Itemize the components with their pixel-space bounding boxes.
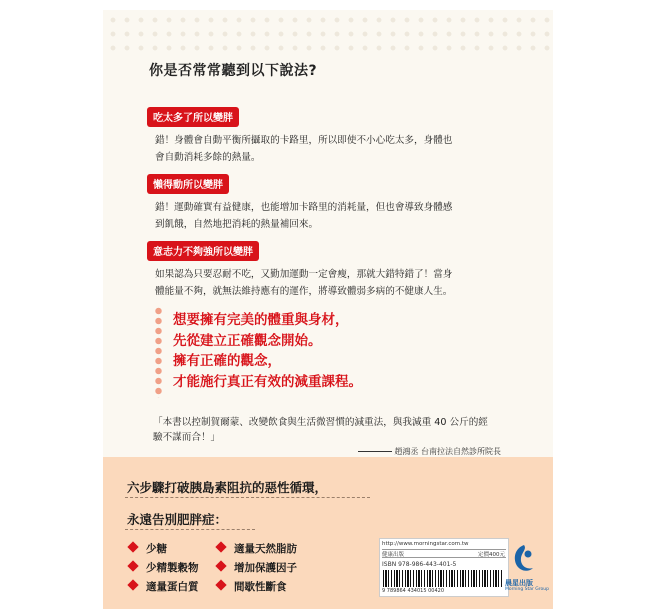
myth-tag-2: 懶得動所以變胖 — [147, 174, 229, 194]
myth-text-1: 錯！身體會自動平衡所攝取的卡路里，所以即使不小心吃太多，身體也 會自動消耗多餘的熱量。 — [155, 135, 453, 163]
barcode — [383, 570, 503, 587]
bullet-item: 適量蛋白質 — [129, 579, 199, 594]
bullet-item: 少精製穀物 — [129, 560, 199, 575]
diamond-icon — [127, 560, 138, 571]
signature-dash — [358, 451, 392, 452]
emphasis-dot-bar — [155, 306, 162, 398]
bullet-item: 適量天然脂肪 — [217, 541, 297, 556]
isbn-label: ISBN 978-986-443-401-5 — [382, 561, 457, 568]
myth-text-2: 錯！運動確實有益健康，也能增加卡路里的消耗量，但也會導致身體感 到飢餓，自然地把消耗的熱量補回來。 — [155, 202, 453, 230]
publisher-logo-icon — [511, 544, 537, 574]
endorsement-signature — [358, 446, 501, 457]
diamond-icon — [215, 560, 226, 571]
emphasis-block — [173, 310, 362, 392]
myth-text-3: 如果認為只要忍耐不吃，又勤加運動一定會瘦，那就大錯特錯了！當身 體能量不夠，就無法維持應有的運作，將導致體弱多病的不健康人生。 — [155, 269, 453, 297]
diamond-icon — [215, 541, 226, 552]
category-label: 健康出版 — [382, 552, 405, 558]
heading-underline — [125, 497, 370, 499]
bullet-item: 少糖 — [129, 541, 167, 556]
diamond-icon — [127, 541, 138, 552]
diamond-icon — [127, 579, 138, 590]
emphasis-line: 想要擁有完美的體重與身材， — [173, 312, 349, 328]
bottom-heading-1: 六步驟打破胰島素阻抗的惡性循環， — [127, 480, 328, 495]
emphasis-line: 先從建立正確觀念開始。 — [173, 332, 322, 349]
publisher-name-sub: Morning Star Group — [505, 587, 550, 592]
publisher-name: 晨星出版 — [505, 579, 533, 587]
bullet-item: 間歇性斷食 — [217, 579, 287, 594]
signature-text: 趙鴻丞 台南拉法自然診所院長 — [394, 447, 501, 456]
endorsement-quote: 「本書以控制賀爾蒙、改變飲食與生活微習慣的減重法，與我減重 40 公斤的經 驗不謀而合！」 — [153, 417, 488, 443]
emphasis-line: 擁有正確的觀念， — [173, 353, 281, 369]
heading-underline — [125, 529, 255, 531]
emphasis-line: 才能施行真正有效的減重課程。 — [173, 373, 362, 390]
barcode-box — [379, 538, 509, 597]
headline: 你是否常常聽到以下說法? — [149, 63, 318, 79]
publisher-url: http://www.morningstar.com.tw — [382, 541, 469, 547]
diamond-icon — [215, 579, 226, 590]
dot-pattern — [103, 10, 553, 56]
back-cover — [103, 10, 553, 609]
bullet-item: 增加保護因子 — [217, 560, 297, 575]
price-label: 定價400元 — [478, 552, 505, 558]
barcode-number: 9 789864 434015 00420 — [382, 588, 445, 594]
myth-tag-3: 意志力不夠強所以變胖 — [147, 241, 259, 261]
bottom-heading-2: 永遠告別肥胖症： — [127, 512, 228, 527]
myth-tag-1: 吃太多了所以變胖 — [147, 107, 239, 127]
